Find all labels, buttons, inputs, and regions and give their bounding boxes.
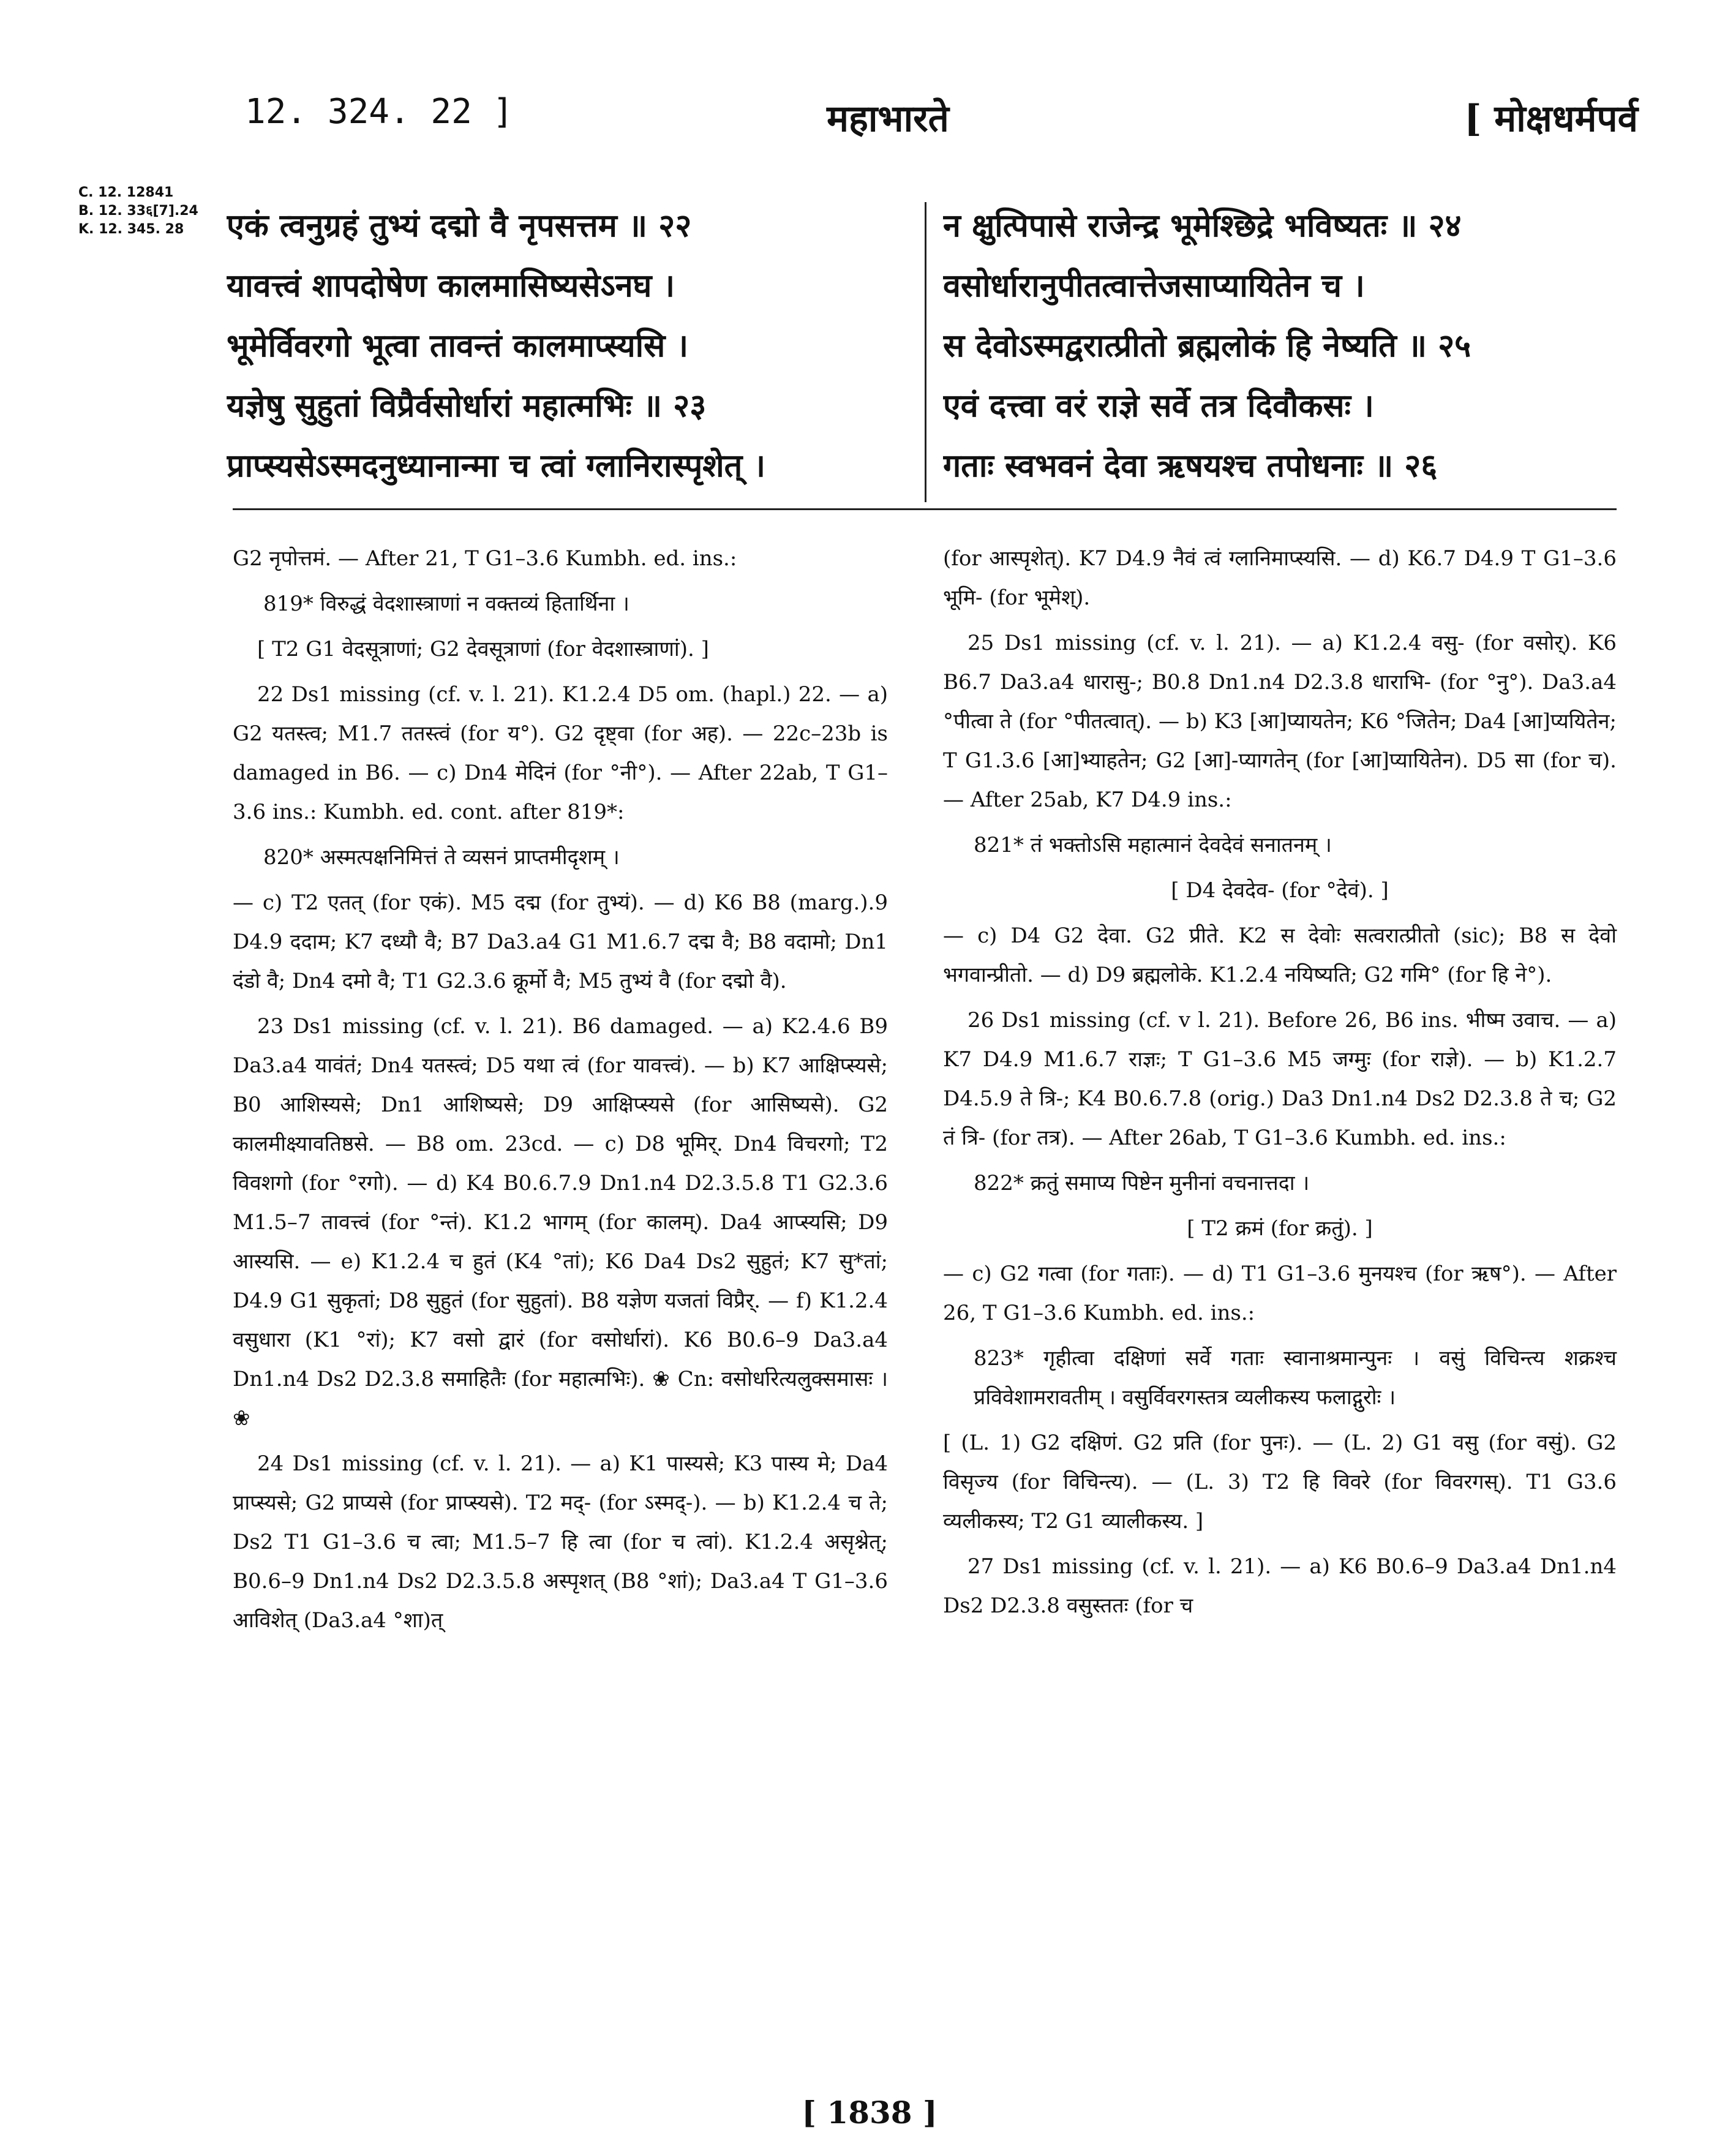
- star-passage: 821* तं भक्तोऽसि महात्मानं देवदेवं सनातनम् ।: [974, 833, 1332, 857]
- note-paragraph: 23 Ds1 missing (cf. v. l. 21). B6 damaged. — a) K2.4.6 B9 Da3.a4 यावंतं; Dn4 यतस्त्वं; D5 यथा त्वं (for यावत्त्वं). — b) K7 आक्षिप्स्यसे; B0 आशिस्यसे; Dn1 आशिष्यसे; D9 आक्षिप्स्यसे (for आसिष्यसे). G2 कालमीक्ष्यावतिष्ठसे. — B8 om. 23cd. — c) D8 भूमिर्. Dn4 विचरगो; T2 विवशगो (for °रगो). — d) K4 B0.6.7.9 Dn1.n4 D2.3.5.8 T1 G2.3.6 M1.5–7 तावत्त्वं (for °न्तं). K1.2 भागम् (for कालम्). Da4 आप्स्यसि; D9 आस्यसि. — e) K1.2.4 च हुतं (K4 °तां); K6 Da4 Ds2 सुहुतं; K7 सु*तां; D4.9 G1 सुकृतां; D8 सुहुतं (for सुहुतां). B8 यज्ञेण यजतां विप्रैर्. — f) K1.2.4 वसुधारा (K1 °रां); K7 वसो द्वारं (for वसोर्धारां). K6 B0.6–9 Da3.a4 Dn1.n4 Ds2 D2.3.8 समाहितैः (for महात्मभिः). ❀ Cn: वसोर्धारेत्यलुक्समासः । ❀: [233, 1014, 888, 1431]
- note-paragraph: 24 Ds1 missing (cf. v. l. 21). — a) K1 पास्यसे; K3 पास्य मे; Da4 प्राप्स्यसे; G2 प्राप्यसे (for प्राप्स्यसे). T2 मद्- (for ऽस्मद्-). — b) K1.2.4 च ते; Ds2 T1 G1–3.6 च त्वा; M1.5–7 हि त्वा (for च त्वां). K1.2.4 असृश्नेत्; B0.6–9 Dn1.n4 Ds2 D2.3.5.8 अस्पृशत् (B8 °शां); Da3.a4 T G1–3.6 आविशेत् (Da3.a4 °शा)त्: [233, 1451, 888, 1633]
- section-rule: [233, 508, 1617, 510]
- siglum-c: C. 12. 12841: [78, 185, 174, 200]
- verse-line: गताः स्वभवनं देवा ऋषयश्च तपोधनाः ॥ २६: [943, 447, 1438, 484]
- note-paragraph: [ (L. 1) G2 दक्षिणं. G2 प्रति (for पुनः). — (L. 2) G1 वसु (for वसुं). G2 विसृज्य (for विचिन्त्य). — (L. 3) T2 हि विवरे (for विवरगस्). T1 G3.6 व्यलीकस्य; T2 G1 व्यालीकस्य. ]: [943, 1431, 1617, 1533]
- note-paragraph: 22 Ds1 missing (cf. v. l. 21). K1.2.4 D5 om. (hapl.) 22. — a) G2 यतस्त्व; M1.7 ततस्त्वं (for य°). G2 दृष्ट्वा (for अह). — 22c–23b is damaged in B6. — c) Dn4 मेदिनं (for °नी°). — After 22ab, T G1–3.6 ins.: Kumbh. ed. cont. after 819*:: [233, 682, 888, 824]
- star-passage: 819* विरुद्धं वेदशास्त्राणां न वक्तव्यं हितार्थिना ।: [263, 592, 629, 616]
- verse-line: एवं दत्त्वा वरं राज्ञे सर्वे तत्र दिवौकसः ।: [943, 387, 1374, 424]
- verse-line: भूमेर्विवरगो भूत्वा तावन्तं कालमाप्स्यसि ।: [227, 327, 689, 364]
- verse-block-right: [943, 196, 1617, 496]
- note-paragraph: 26 Ds1 missing (cf. v l. 21). Before 26, B6 ins. भीष्म उवाच. — a) K7 D4.9 M1.6.7 राज्ञः; T G1–3.6 M5 जग्मुः (for राज्ञे). — b) K1.2.7 D4.5.9 ते त्रि-; K4 B0.6.7.8 (orig.) Da3 Dn1.n4 Ds2 D2.3.8 ते च; G2 तं त्रि- (for तत्र). — After 26ab, T G1–3.6 Kumbh. ed. ins.:: [943, 1008, 1617, 1150]
- apparatus-column-right: [943, 539, 1617, 1631]
- note-paragraph: [ T2 क्रमं (for क्रतुं). ]: [1187, 1216, 1373, 1241]
- apparatus-column-left: [233, 539, 888, 1646]
- verse-line: न क्षुत्पिपासे राजेन्द्र भूमेश्छिद्रे भविष्यतः ॥ २४: [943, 207, 1462, 244]
- verse-divider: [925, 202, 926, 502]
- page-number: [ 1838 ]: [802, 2094, 938, 2131]
- star-passage: 823* गृहीत्वा दक्षिणां सर्वे गताः स्वानाश्रमान्पुनः । वसुं विचिन्त्य शक्रश्च प्रविवेशामरावतीम् । वसुर्विवरगस्तत्र व्यलीकस्य फलाद्गुरोः ।: [974, 1346, 1617, 1410]
- verse-line: एकं त्वनुग्रहं तुभ्यं दद्मो वै नृपसत्तम ॥ २२: [227, 207, 692, 244]
- note-paragraph: 25 Ds1 missing (cf. v. l. 21). — a) K1.2.4 वसु- (for वसोर्). K6 B6.7 Da3.a4 धारासु-; B0.8 Dn1.n4 D2.3.8 धाराभि- (for °नु°). Da3.a4 °पीत्वा ते (for °पीतत्वात्). — b) K3 [आ]प्यायतेन; K6 °जितेन; Da4 [आ]प्ययितेन; T G1.3.6 [आ]भ्याहतेन; G2 [आ]-प्यागतेन् (for [आ]प्यायितेन). D5 सा (for च). — After 25ab, K7 D4.9 ins.:: [943, 631, 1617, 812]
- star-passage: 820* अस्मत्पक्षनिमित्तं ते व्यसनं प्राप्तमीदृशम् ।: [263, 845, 620, 870]
- note-paragraph: 27 Ds1 missing (cf. v. l. 21). — a) K6 B0.6–9 Da3.a4 Dn1.n4 Ds2 D2.3.8 वसुस्ततः (for च: [943, 1554, 1617, 1618]
- note-paragraph: — c) D4 G2 देवा. G2 प्रीते. K2 स देवोः सत्वरात्प्रीतो (sic); B8 स देवो भगवान्प्रीतो. — d) D9 ब्रह्मलोके. K1.2.4 नयिष्यति; G2 गमि° (for हि ने°).: [943, 924, 1617, 987]
- verse-line: यावत्त्वं शापदोषेण कालमासिष्यसेऽनघ ।: [227, 267, 675, 304]
- verse-line: प्राप्स्यसेऽस्मदनुध्यानान्मा च त्वां ग्लानिरास्पृशेत् ।: [227, 447, 766, 484]
- note-paragraph: — c) T2 एतत् (for एकं). M5 दद्म (for तुभ्यं). — d) K6 B8 (marg.).9 D4.9 ददाम; K7 दध्यौ वै; B7 Da3.a4 G1 M1.6.7 दद्म वै; B8 वदामो; Dn1 दंडो वै; Dn4 दमो वै; T1 G2.3.6 क्रूर्मो वै; M5 तुभ्यं वै (for दद्मो वै).: [233, 890, 888, 993]
- verse-block-left: [227, 196, 863, 496]
- siglum-b: B. 12. 33६[7].24: [78, 203, 198, 219]
- verse-line: वसोर्धारानुपीतत्वात्तेजसाप्यायितेन च ।: [943, 267, 1365, 304]
- verse-line: स देवोऽस्मद्वरात्प्रीतो ब्रह्मलोकं हि नेष्यति ॥ २५: [943, 327, 1471, 364]
- header-section: [ मोक्षधर्मपर्व: [1464, 97, 1638, 140]
- verse-line: यज्ञेषु सुहुतां विप्रैर्वसोर्धारां महात्मभिः ॥ २३: [227, 387, 707, 424]
- header-reference: 12. 324. 22 ]: [245, 92, 514, 132]
- siglum-k: K. 12. 345. 28: [78, 222, 184, 237]
- note-paragraph: (for आस्पृशेत्). K7 D4.9 नैवं त्वं ग्लानिमाप्स्यसि. — d) K6.7 D4.9 T G1–3.6 भूमि- (for भूमेश्).: [943, 546, 1617, 610]
- note-paragraph: — c) G2 गत्वा (for गताः). — d) T1 G1–3.6 मुनयश्च (for ऋष°). — After 26, T G1–3.6 Kumbh. ed. ins.:: [943, 1262, 1617, 1325]
- note-paragraph: [ D4 देवदेव- (for °देवं). ]: [1171, 878, 1389, 903]
- concordance-sigla: [78, 184, 198, 239]
- note-paragraph: G2 नृपोत्तमं. — After 21, T G1–3.6 Kumbh. ed. ins.:: [233, 546, 737, 571]
- star-passage: 822* क्रतुं समाप्य पिष्टेन मुनीनां वचनात्तदा ।: [974, 1171, 1310, 1195]
- note-paragraph: [ T2 G1 वेदसूत्राणां; G2 देवसूत्राणां (for वेदशास्त्राणां). ]: [257, 637, 709, 661]
- header-title: महाभारते: [827, 97, 949, 140]
